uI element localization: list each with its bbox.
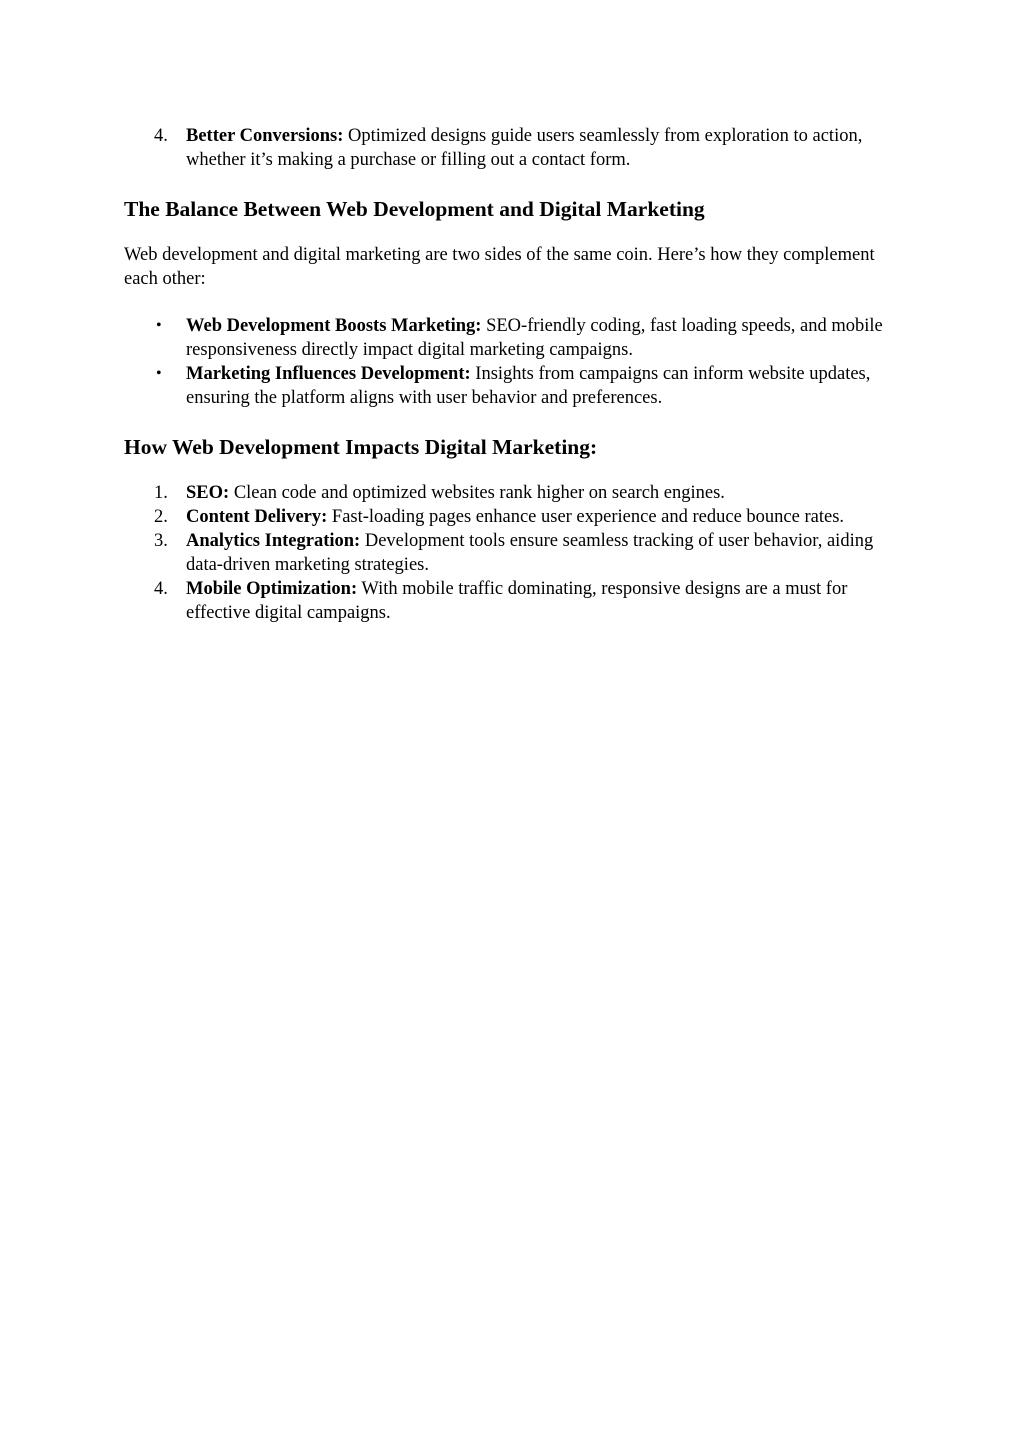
list-item [124,577,904,625]
bullet-item-text: SEO-friendly coding, fast loading speeds, and mobile responsiveness directly impact digital marketing campaigns. [186,316,883,360]
impacts-numbered-list [124,481,904,625]
continued-numbered-list [124,124,904,172]
list-item-term: SEO: [186,483,230,503]
bullet-list [124,314,904,410]
list-item [124,124,904,172]
list-item-text: With mobile traffic dominating, responsive designs are a must for effective digital campaigns. [186,579,848,623]
list-item-term: Analytics Integration: [186,531,361,551]
list-item [124,505,904,529]
list-item-text: Optimized designs guide users seamlessly from exploration to action, whether it’s making a purchase or filling out a contact form. [186,126,863,170]
list-number: 4. [154,579,168,599]
list-number: 3. [154,531,168,551]
page-content [124,124,904,625]
list-number: 4. [154,126,168,146]
list-item-term: Content Delivery: [186,507,328,527]
list-item [124,481,904,505]
section-intro-paragraph: Web development and digital marketing are two sides of the same coin. Here’s how they complement each other: [124,245,875,289]
list-item-term: Better Conversions: [186,126,344,146]
bullet-item-term: Marketing Influences Development: [186,364,471,384]
list-item-text: Development tools ensure seamless tracking of user behavior, aiding data-driven marketing strategies. [186,531,874,575]
bullet-icon: • [156,365,162,382]
bullet-item [124,362,904,410]
bullet-item-text: Insights from campaigns can inform website updates, ensuring the platform aligns with user behavior and preferences. [186,364,871,408]
bullet-item-term: Web Development Boosts Marketing: [186,316,482,336]
list-number: 1. [154,483,168,503]
list-item-term: Mobile Optimization: [186,579,358,599]
list-item [124,529,904,577]
section-heading-balance: The Balance Between Web Development and Digital Marketing [124,197,705,221]
list-item-text: Fast-loading pages enhance user experience and reduce bounce rates. [327,507,845,527]
list-item-text: Clean code and optimized websites rank higher on search engines. [229,483,725,503]
section-heading-impacts: How Web Development Impacts Digital Marketing: [124,435,598,459]
bullet-item [124,314,904,362]
list-number: 2. [154,507,168,527]
bullet-icon: • [156,317,162,334]
